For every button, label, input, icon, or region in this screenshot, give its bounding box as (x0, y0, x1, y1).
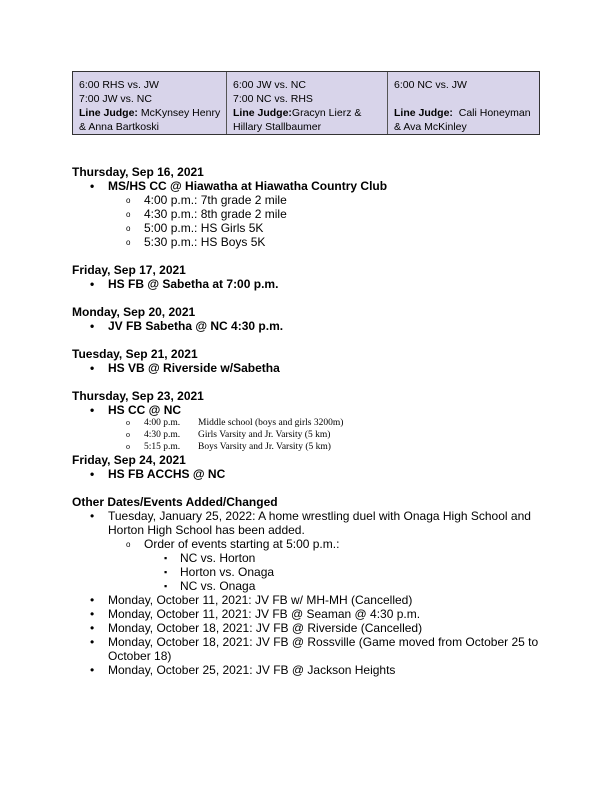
sub-event-item: o 5:30 p.m.: HS Boys 5K (108, 235, 542, 249)
date-heading: Thursday, Sep 23, 2021 (72, 389, 204, 403)
sub-event-time: 4:00 p.m. (144, 418, 181, 428)
schedule-cell (388, 72, 539, 134)
match-line: 6:00 JW vs. NC (233, 79, 306, 91)
match-line: 6:00 RHS vs. JW (79, 79, 159, 91)
line-judge-names: Gracyn Lierz & Hillary Stallbaumer (233, 107, 362, 133)
order-list (144, 551, 542, 593)
line-judge-label: Line Judge: (394, 107, 453, 119)
date-heading: Friday, Sep 24, 2021 (72, 453, 186, 467)
event-label: HS CC @ NC (108, 403, 182, 417)
event-list (72, 403, 542, 453)
other-events-list (72, 509, 542, 677)
sub-event-desc: Middle school (boys and girls 3200m) (198, 418, 344, 428)
event-list (72, 179, 542, 249)
event-item (72, 179, 542, 249)
order-item: ▪ NC vs. Horton (144, 551, 542, 565)
match-line: 7:00 NC vs. RHS (233, 93, 313, 105)
sub-event-item (108, 417, 542, 429)
event-list (72, 277, 542, 291)
date-heading: Friday, Sep 17, 2021 (72, 263, 186, 277)
date-heading: Monday, Sep 20, 2021 (72, 305, 196, 319)
sub-event-desc: Boys Varsity and Jr. Varsity (5 km) (198, 442, 331, 452)
sub-event-time: 5:15 p.m. (144, 442, 181, 452)
sub-event-list (108, 417, 542, 453)
schedule-content (72, 165, 542, 677)
order-item: ▪ Horton vs. Onaga (144, 565, 542, 579)
line-judge-names: McKynsey Henry & Anna Bartkoski (79, 107, 221, 133)
schedule-table (72, 71, 540, 135)
line-judge-names: Cali Honeyman & Ava McKinley (394, 107, 534, 133)
event-item: • Monday, October 18, 2021: JV FB @ Riverside (Cancelled) (72, 621, 542, 635)
event-item: • Monday, October 25, 2021: JV FB @ Jackson Heights (72, 663, 542, 677)
order-label: Order of events starting at 5:00 p.m.: (144, 537, 340, 551)
sub-event-list (108, 537, 542, 593)
event-item (72, 403, 542, 453)
line-judge-label: Line Judge: (79, 107, 138, 119)
event-item: • Monday, October 18, 2021: JV FB @ Rossville (Game moved from October 25 to October 18) (72, 635, 542, 663)
event-item: • HS VB @ Riverside w/Sabetha (72, 361, 542, 375)
event-item: • HS FB ACCHS @ NC (72, 467, 542, 481)
event-item: • Monday, October 11, 2021: JV FB @ Seaman @ 4:30 p.m. (72, 607, 542, 621)
section-heading: Other Dates/Events Added/Changed (72, 495, 278, 509)
schedule-cell (73, 72, 227, 134)
sub-event-list (108, 193, 542, 249)
event-label: Tuesday, January 25, 2022: A home wrestling duel with Onaga High School and Horton High School has been added. (108, 509, 531, 537)
event-item (72, 509, 542, 593)
date-heading: Thursday, Sep 16, 2021 (72, 165, 204, 179)
match-line: 7:00 JW vs. NC (79, 93, 152, 105)
event-label: MS/HS CC @ Hiawatha at Hiawatha Country Club (108, 179, 388, 193)
line-judge-label: Line Judge: (233, 107, 292, 119)
match-line (394, 92, 534, 106)
sub-event-desc: Girls Varsity and Jr. Varsity (5 km) (198, 430, 331, 440)
order-item: ▪ NC vs. Onaga (144, 579, 542, 593)
event-list (72, 319, 542, 333)
event-item: • Monday, October 11, 2021: JV FB w/ MH-MH (Cancelled) (72, 593, 542, 607)
line-judge (79, 106, 221, 134)
sub-event-item (108, 537, 542, 593)
date-heading: Tuesday, Sep 21, 2021 (72, 347, 198, 361)
match-line: 6:00 NC vs. JW (394, 79, 467, 91)
schedule-cell (227, 72, 388, 134)
sub-event-item (108, 441, 542, 453)
event-list (72, 467, 542, 481)
sub-event-item: o 4:30 p.m.: 8th grade 2 mile (108, 207, 542, 221)
line-judge (233, 106, 382, 134)
sub-event-item: o 4:00 p.m.: 7th grade 2 mile (108, 193, 542, 207)
sub-event-item (108, 429, 542, 441)
sub-event-item: o 5:00 p.m.: HS Girls 5K (108, 221, 542, 235)
event-item: • HS FB @ Sabetha at 7:00 p.m. (72, 277, 542, 291)
sub-event-time: 4:30 p.m. (144, 430, 181, 440)
event-item: • JV FB Sabetha @ NC 4:30 p.m. (72, 319, 542, 333)
line-judge (394, 106, 534, 134)
event-list (72, 361, 542, 375)
